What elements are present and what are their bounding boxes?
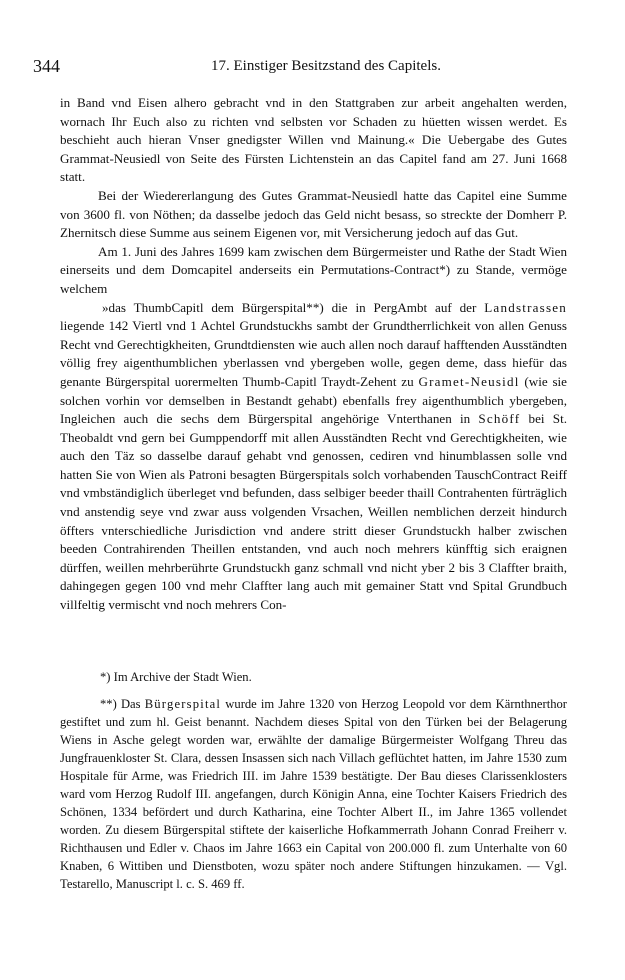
quote-part: »das ThumbCapitl dem Bürgerspital**) die in PergAmbt auf der [102,299,485,315]
place-name-landstrassen: Landstrassen [484,299,567,315]
quote-part: (wie sie solchen vorhin vor demselben in Bestandt gehabt) ebenfalls frey aigenthumblich ybergeben, Ingleichen auch die sechs dem Bürgerspital angehörige Vnterthanen in [60,373,567,427]
footnote-2 [60,695,567,893]
place-name-gramet-neusidl: Gramet-Neusidl [418,373,520,389]
quote-part: bei St. Theobaldt vnd gern bei Gumppendorff mit allen Ausständten Recht vnd Gerechtigkheiten, wie auch den Täz so dasselbe darauf gehabt vnd genossen, cediren vnd hinumblassen solle vnd hatten Sie von Wien als Patroni besagten Bürgerspitals solch vorhabenden TauschContract Reiff vnd vmbständiglich überleget vnd befunden, dass selbiger beeder thaill Contrahenten fürträglich vnd anstendig seye vnd zwar auss volgenden Vrsachen, Weillen nemblichen derzeit hindurch öffters vnterschiedliche Jurisdiction vnd andere stritt dieser Grundstuckh halber zwischen beeden Contrahirenden Theillen entstanden, vnd auch noch mehrers künfftig sich eraignen dürffen, weillen mehrberührte Grundstuckh ganz schmall vnd nicht yber 2 bis 3 Claffter braith, dahingegen gegen 100 vnd mehr Claffter lang auch mit gemainer Statt vnd Spital Grundbuch villfeltig vermischt vnd noch mehrers Con- [60,411,567,613]
quoted-contract-text [60,299,567,615]
footnotes [60,668,567,893]
page-number: 344 [33,56,60,76]
body-text [60,94,567,615]
place-name-schoeff: Schöff [478,411,521,427]
running-title: 17. Einstiger Besitzstand des Capitels. [211,58,441,74]
paragraph-continued: in Band vnd Eisen alhero gebracht vnd in den Stattgraben zur arbeit angehalten werden, wornach Ihr Euch also zu richten vnd selbsten vor Schaden zu hüetten wissen werdet. Es beschieht auch hieran Vnser gnedigster Willen vnd Mainung.« Die Uebergabe des Gutes Grammat-Neusiedl von Seite des Fürsten Lichtenstein an das Capitel fand am 27. Juni 1668 statt. [60,95,567,185]
footnote-2-text: wurde im Jahre 1320 von Herzog Leopold vor dem Kärnthnerthor gestiftet und zum hl. Geist benannt. Nachdem dieses Spital von den Türken bei der Belagerung Wiens in Asche gelegt worden war, erwählte der damalige Bürgermeister Wolfgang Threu das Jungfrauenkloster St. Clara, dessen Insassen sich nach Villach geflüchtet hatten, im Jahre 1530 zum Hospitale für Arme, was Friedrich III. im Jahre 1539 bestätigte. Der Bau dieses Clarissenklosters ward vom Herzog Rudolf III. angefangen, durch Königin Anna, eine Tochter Kaisers Friedrich des Schönen, 1334 befördert und durch Katharina, eine Tochter Albert II., im Jahre 1365 vollendet worden. Zu diesem Bürgerspital stiftete der kaiserliche Hofkammerrath Johann Conrad Freiherr v. Richthausen und Edler v. Chaos im Jahre 1663 ein Capital von 200.000 fl. zum Unterhalte von 60 Knaben, 6 Wittiben und Dienstboten, wozu später noch andere Stiftungen hinzukamen. — Vgl. Testarello, Manuscript l. c. S. 469 ff. [60,697,567,891]
page-header [33,56,568,80]
footnote-2-mark: **) Das [100,697,145,711]
footnote-2-keyword: Bürgerspital [144,697,222,711]
paragraph-permutation-contract: Am 1. Juni des Jahres 1699 kam zwischen dem Bürgermeister und Rathe der Stadt Wien einerseits und dem Domcapitel anderseits ein Permutations-Contract*) zu Stande, vermöge welchem [60,243,567,296]
footnote-1: *) Im Archive der Stadt Wien. [100,670,252,684]
paragraph-grammat-neusiedl: Bei der Wiedererlangung des Gutes Grammat-Neusiedl hatte das Capitel eine Summe von 3600 fl. von Nöthen; da dasselbe jedoch das Geld nicht besass, so streckte der Domherr P. Zhernitsch diese Summe aus seinem Eigenen vor, mit Versicherung jedoch auf das Gut. [60,187,567,241]
quote-part: liegende 142 Viertl vnd 1 Achtel Grundstuckhs sambt der Grundtherrlichkeit von allen Genuss Recht vnd Gerechtigkheiten, Grundtdiensten wie auch allen noch darauf hafftenden Ausständten völlig frey aigenthumblichen yberlassen vnd ybergeben wolle, gegen deme, dass hiefür das genante Bürgerspital uorermelten Thumb-Capitl Traydt-Zehent zu [60,318,567,389]
